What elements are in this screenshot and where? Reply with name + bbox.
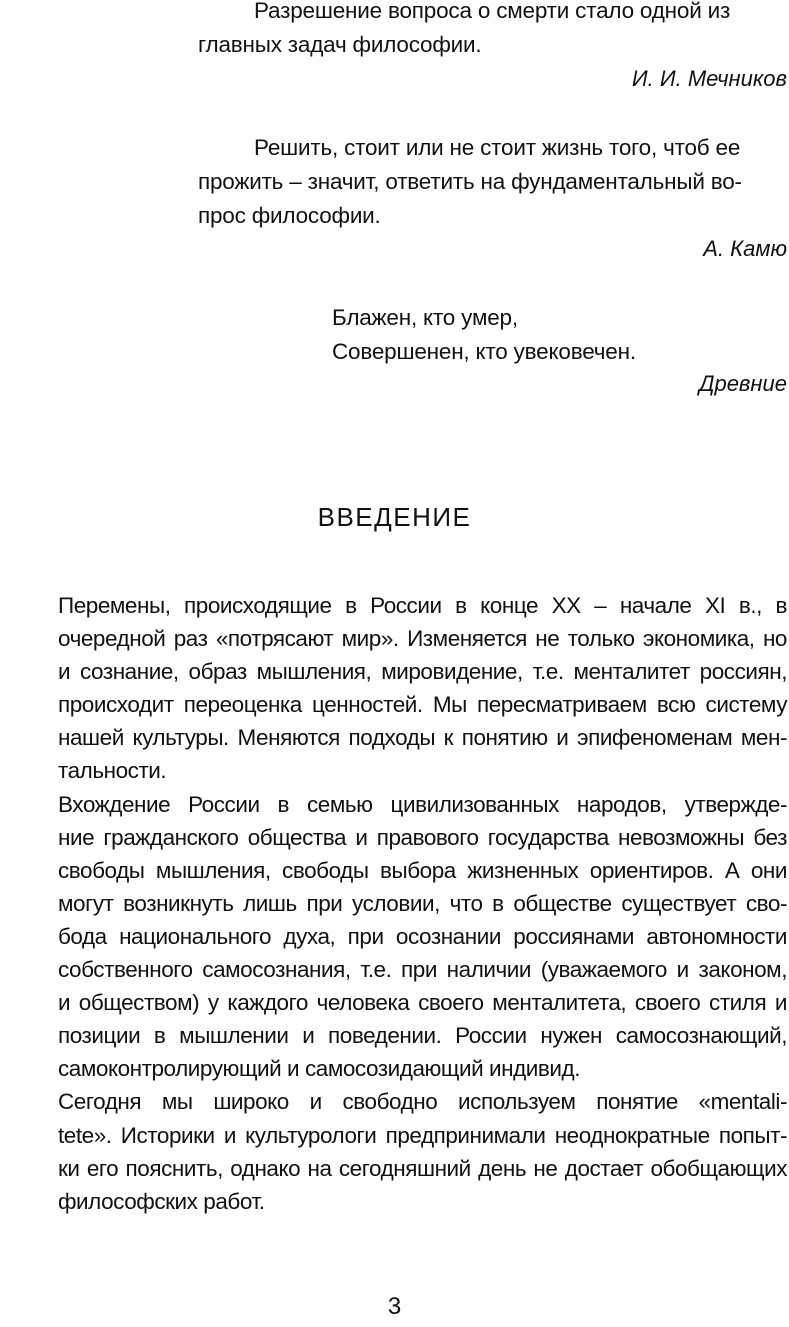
text-line: Сегодня мы широко и свободно используем понятие «mentali- — [58, 1089, 787, 1115]
text-line: бода национального духа, при осознании россиянами автономности — [58, 923, 787, 949]
text-line: и сознание, образ мышления, мировидение, т.е. менталитет россиян, — [58, 659, 787, 685]
epigraph-line: главных задач философии. — [198, 32, 482, 57]
text-line: ки его пояснить, однако на сегодняшний день не достает обобщающих — [58, 1155, 787, 1181]
body-text — [3, 589, 787, 1218]
epigraph-author: И. И. Мечников — [631, 66, 787, 91]
paragraph — [3, 1085, 787, 1217]
text-line: философских работ. — [58, 1188, 265, 1214]
text-line: позиции в мышлении и поведении. России нужен самосознающий, — [58, 1023, 787, 1049]
text-line: Перемены, происходящие в России в конце XX – начале XI в., в — [58, 593, 787, 618]
text-line: ние гражданского общества и правового государства невозможны без — [58, 824, 787, 850]
text-line: Вхождение России в семью цивилизованных народов, утвержде- — [58, 791, 787, 817]
text-line: тальности. — [58, 758, 167, 784]
epigraph-line: прос философии. — [198, 203, 381, 228]
epigraph-line: Решить, стоит или не стоит жизнь того, чтоб ее — [254, 135, 741, 160]
epigraph-line: Разрешение вопроса о смерти стало одной из — [254, 0, 731, 23]
epigraph-line: Совершенен, кто увековечен. — [332, 339, 636, 364]
text-line: tete». Историки и культурологи предпринимали неоднократные попыт- — [58, 1122, 787, 1148]
text-line: происходит переоценка ценностей. Мы пересматриваем всю систему — [58, 692, 787, 718]
text-line: могут возникнуть лишь при условии, что в обществе существует сво- — [58, 890, 787, 916]
chapter-heading: ВВЕДЕНИЕ — [317, 502, 472, 532]
epigraph-author: А. Камю — [703, 236, 787, 261]
text-line: и обществом) у каждого человека своего менталитета, своего стиля и — [58, 990, 787, 1016]
text-line: свободы мышления, свободы выбора жизненных ориентиров. А они — [58, 857, 787, 883]
epigraph-line: прожить – значит, ответить на фундаментальный во- — [198, 169, 742, 194]
page-number: 3 — [387, 1293, 402, 1320]
text-line: очередной раз «потрясают мир». Изменяется не только экономика, но — [58, 626, 787, 652]
epigraph-line: Блажен, кто умер, — [332, 305, 518, 330]
text-line: нашей культуры. Меняются подходы к понятию и эпифеноменам мен- — [58, 725, 787, 751]
epigraph-author: Древние — [698, 371, 787, 396]
paragraph — [3, 589, 787, 788]
paragraph — [3, 788, 787, 1086]
text-line: собственного самосознания, т.е. при наличии (уважаемого и законом, — [58, 957, 787, 983]
text-line: самоконтролирующий и самосозидающий индивид. — [58, 1056, 581, 1082]
